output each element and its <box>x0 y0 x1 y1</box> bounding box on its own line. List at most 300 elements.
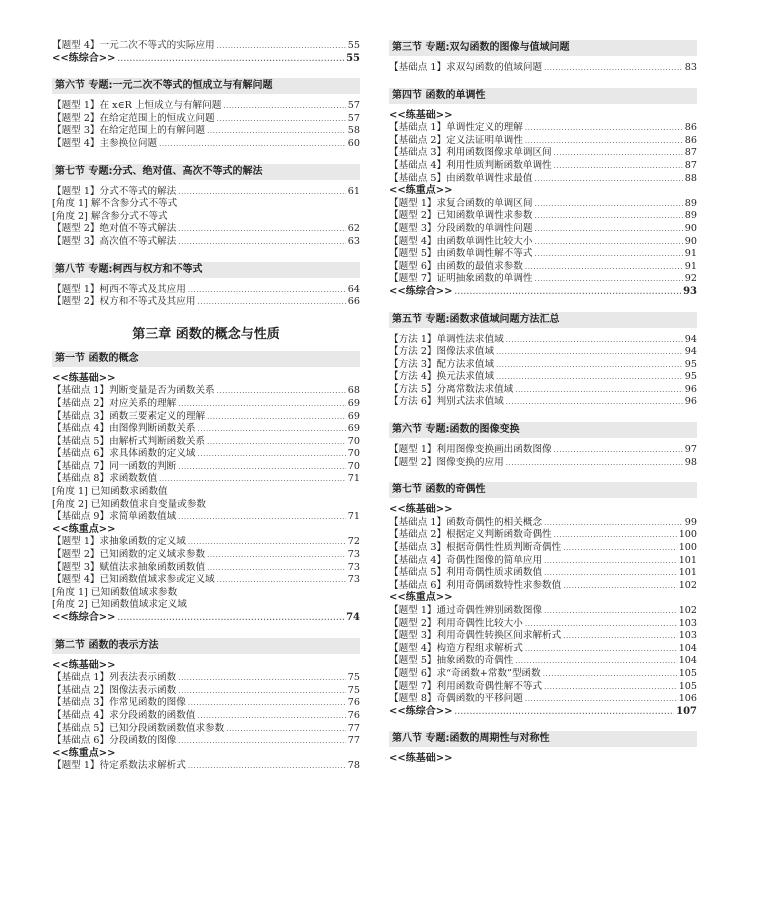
dot-leader <box>544 62 683 75</box>
page-number: 93 <box>683 285 697 297</box>
entry-label: 【基础点 4】奇偶性图像的简单应用 <box>389 554 543 566</box>
page-number: 77 <box>347 735 360 747</box>
toc-group-label <box>389 185 697 198</box>
entry-label: <<练基础>> <box>389 753 453 765</box>
dot-leader <box>525 135 683 148</box>
dot-leader <box>543 668 677 681</box>
page-number: 88 <box>684 172 697 184</box>
toc-left-column <box>52 40 360 773</box>
page-number: 68 <box>347 385 360 397</box>
dot-leader <box>178 236 346 249</box>
entry-label: 【基础点 4】利用性质判断函数单调性 <box>389 159 552 171</box>
dot-leader <box>217 385 346 398</box>
entry-label: 【题型 4】主参换位问题 <box>52 137 158 149</box>
entry-label: 【题型 3】高次值不等式解法 <box>52 235 177 247</box>
page-number: 76 <box>347 709 360 721</box>
page-number: 86 <box>684 134 697 146</box>
dot-leader <box>207 436 346 449</box>
entry-label: [角度 2] 解含参分式不等式 <box>52 210 168 222</box>
page-number: 74 <box>346 612 360 623</box>
toc-group-label <box>389 592 697 605</box>
dot-leader <box>554 529 677 542</box>
entry-label: 【题型 5】由函数单调性解不等式 <box>389 248 533 260</box>
page-number: 69 <box>347 397 360 409</box>
page-number: 75 <box>347 684 360 696</box>
entry-label: 【基础点 1】单调性定义的理解 <box>389 122 523 134</box>
page-number: 57 <box>347 112 360 124</box>
page-number: 78 <box>347 760 360 772</box>
entry-label: 【方法 3】配方法求值域 <box>389 358 495 370</box>
dot-leader <box>515 655 676 668</box>
toc-entry[interactable] <box>52 296 360 309</box>
page-number: 73 <box>347 574 360 586</box>
dot-leader <box>534 210 682 223</box>
entry-label: 【方法 2】图像法求值域 <box>389 346 495 358</box>
toc-group-label[interactable] <box>52 612 360 625</box>
toc-subentry <box>52 587 360 600</box>
page-number: 61 <box>347 185 360 197</box>
dot-leader <box>496 371 683 384</box>
page-number: 70 <box>347 448 360 460</box>
entry-label: 【题型 2】已知函数的定义域求参数 <box>52 549 206 561</box>
dot-leader <box>455 286 682 299</box>
dot-leader <box>563 580 676 593</box>
page-number: 89 <box>684 210 697 222</box>
entry-label: <<练综合>> <box>52 52 116 64</box>
page-number: 72 <box>347 536 360 548</box>
dot-leader <box>525 618 677 631</box>
dot-leader <box>188 697 346 710</box>
toc-subentry <box>52 198 360 211</box>
dot-leader <box>178 186 346 199</box>
toc-entry[interactable] <box>389 248 697 261</box>
toc-group-label[interactable] <box>52 53 360 66</box>
section-heading: 第八节 专题:函数的周期性与对称性 <box>389 731 697 747</box>
dot-leader <box>544 605 677 618</box>
toc-entry[interactable] <box>389 580 697 593</box>
toc-subentry <box>52 499 360 512</box>
toc-entry[interactable] <box>52 125 360 138</box>
entry-label: 【基础点 3】利用函数图像求单调区间 <box>389 147 552 159</box>
toc-entry[interactable] <box>52 735 360 748</box>
entry-label: <<练重点>> <box>52 747 116 759</box>
toc-entry[interactable] <box>389 555 697 568</box>
entry-label: 【方法 6】判别式法求值域 <box>389 396 504 408</box>
page-number: 73 <box>347 549 360 561</box>
page-number: 64 <box>347 283 360 295</box>
dot-leader <box>544 681 677 694</box>
dot-leader <box>506 334 683 347</box>
dot-leader <box>118 53 345 66</box>
dot-leader <box>226 723 346 736</box>
toc-group-label <box>52 373 360 386</box>
dot-leader <box>515 384 683 397</box>
toc-entry[interactable] <box>389 655 697 668</box>
page-number: 94 <box>684 346 697 358</box>
toc-entry[interactable] <box>389 444 697 457</box>
toc-entry[interactable] <box>52 760 360 773</box>
dot-leader <box>159 473 346 486</box>
entry-label: 【题型 3】赋值法求抽象函数函数值 <box>52 561 206 573</box>
toc-group-label <box>389 504 697 517</box>
dot-leader <box>188 284 346 297</box>
entry-label: 【题型 2】图像变换的应用 <box>389 456 504 468</box>
toc-entry[interactable] <box>52 423 360 436</box>
entry-label: 【基础点 6】分段函数的图像 <box>52 735 177 747</box>
dot-leader <box>207 549 346 562</box>
entry-label: 【题型 1】求复合函数的单调区间 <box>389 197 533 209</box>
page-number: 71 <box>347 473 360 485</box>
toc-entry[interactable] <box>52 236 360 249</box>
entry-label: 【题型 1】通过奇偶性辨别函数图像 <box>389 605 543 616</box>
entry-label: 【方法 1】单调性法求值域 <box>389 333 504 345</box>
dot-leader <box>159 138 346 151</box>
entry-label: 【基础点 2】定义法证明单调性 <box>389 134 523 146</box>
toc-group-label[interactable] <box>389 286 697 299</box>
entry-label: 【基础点 4】求分段函数的函数值 <box>52 709 196 721</box>
dot-leader <box>188 536 346 549</box>
page-number: 99 <box>684 516 697 528</box>
entry-label: 【基础点 1】函数奇偶性的相关概念 <box>389 516 543 528</box>
page-number: 87 <box>684 147 697 159</box>
toc-group-label[interactable] <box>389 706 697 719</box>
entry-label: <<练综合>> <box>52 612 116 623</box>
entry-label: 【题型 3】利用奇偶性转换区间求解析式 <box>389 630 562 642</box>
toc-entry[interactable] <box>389 147 697 160</box>
section-heading: 第三节 专题:双勾函数的图像与值域问题 <box>389 40 697 56</box>
dot-leader <box>496 346 683 359</box>
page-number: 95 <box>684 358 697 370</box>
toc-group-label <box>389 110 697 123</box>
entry-label: <<练综合>> <box>389 285 453 297</box>
entry-label: 【基础点 3】作常见函数的图像 <box>52 697 186 709</box>
entry-label: 【题型 2】绝对值不等式解法 <box>52 223 177 235</box>
toc-entry[interactable] <box>52 436 360 449</box>
dot-leader <box>217 113 346 126</box>
page-number: 86 <box>684 122 697 134</box>
dot-leader <box>544 555 677 568</box>
dot-leader <box>455 706 675 719</box>
entry-label: 【基础点 2】根据定义判断函数奇偶性 <box>389 529 552 541</box>
entry-label: [角度 2] 已知函数值域求定义域 <box>52 599 187 611</box>
toc-entry[interactable] <box>389 346 697 359</box>
dot-leader <box>534 236 682 249</box>
page-number: 101 <box>678 567 697 579</box>
page-number: 70 <box>347 460 360 472</box>
entry-label: 【题型 2】权方和不等式及其应用 <box>52 296 196 308</box>
toc-entry[interactable] <box>389 542 697 555</box>
entry-label: 【题型 4】构造方程组求解析式 <box>389 642 523 654</box>
dot-leader <box>197 296 345 309</box>
toc-entry[interactable] <box>389 210 697 223</box>
toc-entry[interactable] <box>52 40 360 53</box>
toc-entry[interactable] <box>389 457 697 470</box>
toc-entry[interactable] <box>52 574 360 587</box>
toc-entry[interactable] <box>389 681 697 694</box>
entry-label: 【题型 1】在 x∈R 上恒成立与有解问题 <box>52 100 222 112</box>
entry-label: 【基础点 2】图像法表示函数 <box>52 684 177 696</box>
section-heading: 第四节 函数的单调性 <box>389 88 697 104</box>
entry-label: 【题型 4】已知函数值域求参或定义域 <box>52 574 215 586</box>
page-number: 76 <box>347 697 360 709</box>
page-number: 105 <box>678 667 697 679</box>
dot-leader <box>217 574 346 587</box>
page-number: 75 <box>347 672 360 684</box>
dot-leader <box>544 567 677 580</box>
page-number: 69 <box>347 423 360 435</box>
toc-group-label <box>52 660 360 673</box>
entry-label: 【基础点 6】利用奇偶函数特性求参数值 <box>389 579 562 591</box>
toc-entry[interactable] <box>389 261 697 274</box>
page-number: 96 <box>684 383 697 395</box>
dot-leader <box>544 517 683 530</box>
entry-label: 【基础点 6】求具体函数的定义域 <box>52 448 196 460</box>
toc-entry[interactable] <box>52 672 360 685</box>
page-number: 63 <box>347 235 360 247</box>
section-heading: 第五节 专题:函数求值域问题方法汇总 <box>389 312 697 328</box>
page-number: 107 <box>676 705 697 717</box>
toc-entry[interactable] <box>52 562 360 575</box>
page-number: 89 <box>684 197 697 209</box>
entry-label: 【基础点 5】由函数单调性求最值 <box>389 172 533 184</box>
section-heading: 第六节 专题:一元二次不等式的恒成立与有解问题 <box>52 78 360 94</box>
dot-leader <box>178 461 346 474</box>
dot-leader <box>525 693 677 706</box>
toc-entry[interactable] <box>389 693 697 706</box>
toc-entry[interactable] <box>389 359 697 372</box>
page-number: 100 <box>678 542 697 554</box>
entry-label: 【基础点 2】对应关系的理解 <box>52 397 177 409</box>
toc-entry[interactable] <box>389 529 697 542</box>
page-number: 71 <box>347 511 360 523</box>
toc-entry[interactable] <box>389 618 697 631</box>
dot-leader <box>525 122 683 135</box>
entry-label: <<练重点>> <box>389 185 453 197</box>
page-number: 102 <box>678 579 697 591</box>
toc-entry[interactable] <box>389 371 697 384</box>
entry-label: [角度 1] 已知函数求函数值 <box>52 486 168 498</box>
entry-label: 【题型 1】分式不等式的解法 <box>52 185 177 197</box>
dot-leader <box>178 511 346 524</box>
toc-group-label <box>52 524 360 537</box>
entry-label: <<练重点>> <box>389 592 453 604</box>
entry-label: 【方法 4】换元法求值域 <box>389 371 495 383</box>
entry-label: 【基础点 1】判断变量是否为函数关系 <box>52 385 215 397</box>
page-number: 91 <box>684 260 697 272</box>
section-heading: 第七节 专题:分式、绝对值、高次不等式的解法 <box>52 164 360 180</box>
section-heading: 第二节 函数的表示方法 <box>52 638 360 654</box>
dot-leader <box>197 423 345 436</box>
toc-entry[interactable] <box>389 223 697 236</box>
page-number: 57 <box>347 100 360 112</box>
entry-label: 【题型 3】在给定范围上的有解问题 <box>52 125 206 137</box>
dot-leader <box>197 448 345 461</box>
toc-entry[interactable] <box>389 630 697 643</box>
page-number: 62 <box>347 223 360 235</box>
toc-entry[interactable] <box>389 668 697 681</box>
dot-leader <box>563 630 676 643</box>
entry-label: 【基础点 5】由解析式判断函数关系 <box>52 435 206 447</box>
toc-entry[interactable] <box>389 122 697 135</box>
dot-leader <box>525 261 683 274</box>
page-number: 58 <box>347 125 360 137</box>
toc-entry[interactable] <box>52 473 360 486</box>
page-number: 69 <box>347 410 360 422</box>
dot-leader <box>207 562 346 575</box>
page-number: 97 <box>684 444 697 456</box>
page-number: 104 <box>678 642 697 654</box>
page-number: 102 <box>678 605 697 616</box>
toc-entry[interactable] <box>389 384 697 397</box>
page-number: 105 <box>678 680 697 692</box>
toc-entry[interactable] <box>52 511 360 524</box>
entry-label: 【题型 5】抽象函数的奇偶性 <box>389 655 514 667</box>
toc-subentry <box>52 486 360 499</box>
dot-leader <box>534 198 682 211</box>
toc-entry[interactable] <box>52 113 360 126</box>
entry-label: 【题型 3】分段函数的单调性问题 <box>389 222 533 234</box>
entry-label: 【题型 7】证明抽象函数的单调性 <box>389 273 533 285</box>
toc-group-label <box>389 753 697 766</box>
toc-entry[interactable] <box>52 461 360 474</box>
toc-entry[interactable] <box>389 173 697 186</box>
entry-label: 【题型 6】由函数的最值求参数 <box>389 260 523 272</box>
dot-leader <box>207 411 346 424</box>
toc-entry[interactable] <box>52 385 360 398</box>
page-number: 103 <box>678 617 697 629</box>
page-number: 90 <box>684 235 697 247</box>
entry-label: 【题型 2】在给定范围上的恒成立问题 <box>52 112 215 124</box>
toc-entry[interactable] <box>389 135 697 148</box>
dot-leader <box>178 672 346 685</box>
toc-entry[interactable] <box>389 236 697 249</box>
toc-entry[interactable] <box>389 605 697 618</box>
toc-entry[interactable] <box>52 398 360 411</box>
toc-entry[interactable] <box>52 100 360 113</box>
entry-label: 【基础点 9】求简单函数值域 <box>52 511 177 523</box>
entry-label: 【题型 1】待定系数法求解析式 <box>52 760 186 772</box>
dot-leader <box>554 147 683 160</box>
dot-leader <box>178 735 346 748</box>
entry-label: 【题型 8】奇偶函数的平移问题 <box>389 693 523 705</box>
page-number: 100 <box>678 529 697 541</box>
dot-leader <box>223 100 345 113</box>
page-number: 60 <box>347 137 360 149</box>
dot-leader <box>534 223 682 236</box>
entry-label: 【基础点 4】由图像判断函数关系 <box>52 423 196 435</box>
dot-leader <box>178 685 346 698</box>
toc-subentry <box>52 211 360 224</box>
toc-entry[interactable] <box>52 284 360 297</box>
dot-leader <box>178 398 346 411</box>
entry-label: 【基础点 1】求双勾函数的值域问题 <box>389 62 543 73</box>
entry-label: 【题型 1】柯西不等式及其应用 <box>52 283 186 295</box>
entry-label: 【题型 1】利用图像变换画出函数图像 <box>389 444 552 456</box>
toc-entry[interactable] <box>389 273 697 286</box>
section-heading: 第六节 专题:函数的图像变换 <box>389 422 697 438</box>
dot-leader <box>118 612 345 625</box>
page-number: 55 <box>346 52 360 64</box>
entry-label: <<练基础>> <box>52 659 116 671</box>
page-number: 83 <box>684 62 697 73</box>
entry-label: 【题型 4】由函数单调性比较大小 <box>389 235 533 247</box>
toc-entry[interactable] <box>389 517 697 530</box>
page-number: 106 <box>678 693 697 705</box>
toc-entry[interactable] <box>52 697 360 710</box>
toc-entry[interactable] <box>52 223 360 236</box>
toc-entry[interactable] <box>389 62 697 75</box>
page-number: 90 <box>684 222 697 234</box>
dot-leader <box>197 710 345 723</box>
dot-leader <box>534 273 682 286</box>
section-heading: 第八节 专题:柯西与权方和不等式 <box>52 262 360 278</box>
page-number: 91 <box>684 248 697 260</box>
entry-label: 【基础点 3】函数三要素定义的理解 <box>52 410 206 422</box>
page-number: 66 <box>347 296 360 308</box>
entry-label: <<练基础>> <box>389 504 453 516</box>
page-number: 103 <box>678 630 697 642</box>
toc-entry[interactable] <box>52 448 360 461</box>
toc-entry[interactable] <box>389 643 697 656</box>
page-number: 104 <box>678 655 697 667</box>
entry-label: 【基础点 7】同一函数的判断 <box>52 460 177 472</box>
entry-label: 【题型 7】利用函数奇偶性解不等式 <box>389 680 543 692</box>
entry-label: [角度 2] 已知函数值求自变量或参数 <box>52 498 207 510</box>
entry-label: 【题型 2】已知函数单调性求参数 <box>389 210 533 222</box>
section-heading: 第七节 函数的奇偶性 <box>389 482 697 498</box>
dot-leader <box>534 173 682 186</box>
chapter-title: 第三章 函数的概念与性质 <box>132 326 280 342</box>
toc-entry[interactable] <box>389 396 697 409</box>
page-number: 95 <box>684 371 697 383</box>
entry-label: 【方法 5】分离常数法求值域 <box>389 383 514 395</box>
entry-label: [角度 1] 解不含参分式不等式 <box>52 198 178 210</box>
dot-leader <box>554 160 683 173</box>
toc-entry[interactable] <box>389 334 697 347</box>
entry-label: [角度 1] 已知函数值域求参数 <box>52 586 178 598</box>
toc-entry[interactable] <box>389 160 697 173</box>
toc-entry[interactable] <box>389 198 697 211</box>
dot-leader <box>554 444 683 457</box>
page-number: 101 <box>678 554 697 566</box>
entry-label: 【基础点 1】列表法表示函数 <box>52 672 177 684</box>
dot-leader <box>188 760 346 773</box>
page-number: 98 <box>684 456 697 468</box>
entry-label: 【基础点 5】利用奇偶性质求函数值 <box>389 567 543 579</box>
entry-label: 【基础点 5】已知分段函数函数值求参数 <box>52 722 225 734</box>
page-number: 87 <box>684 159 697 171</box>
toc-entry[interactable] <box>52 138 360 151</box>
entry-label: 【基础点 8】求函数数值 <box>52 473 158 485</box>
toc-right-column <box>389 40 697 766</box>
dot-leader <box>506 457 683 470</box>
entry-label: <<练基础>> <box>52 372 116 384</box>
page-number: 73 <box>347 561 360 573</box>
toc-entry[interactable] <box>52 411 360 424</box>
toc-entry[interactable] <box>52 723 360 736</box>
dot-leader <box>496 359 683 372</box>
dot-leader <box>534 248 682 261</box>
entry-label: 【题型 1】求抽象函数的定义域 <box>52 536 186 548</box>
toc-entry[interactable] <box>52 186 360 199</box>
toc-entry[interactable] <box>52 549 360 562</box>
entry-label: 【题型 4】一元二次不等式的实际应用 <box>52 40 215 51</box>
toc-entry[interactable] <box>52 536 360 549</box>
toc-entry[interactable] <box>52 685 360 698</box>
toc-entry[interactable] <box>52 710 360 723</box>
dot-leader <box>563 542 676 555</box>
toc-entry[interactable] <box>389 567 697 580</box>
